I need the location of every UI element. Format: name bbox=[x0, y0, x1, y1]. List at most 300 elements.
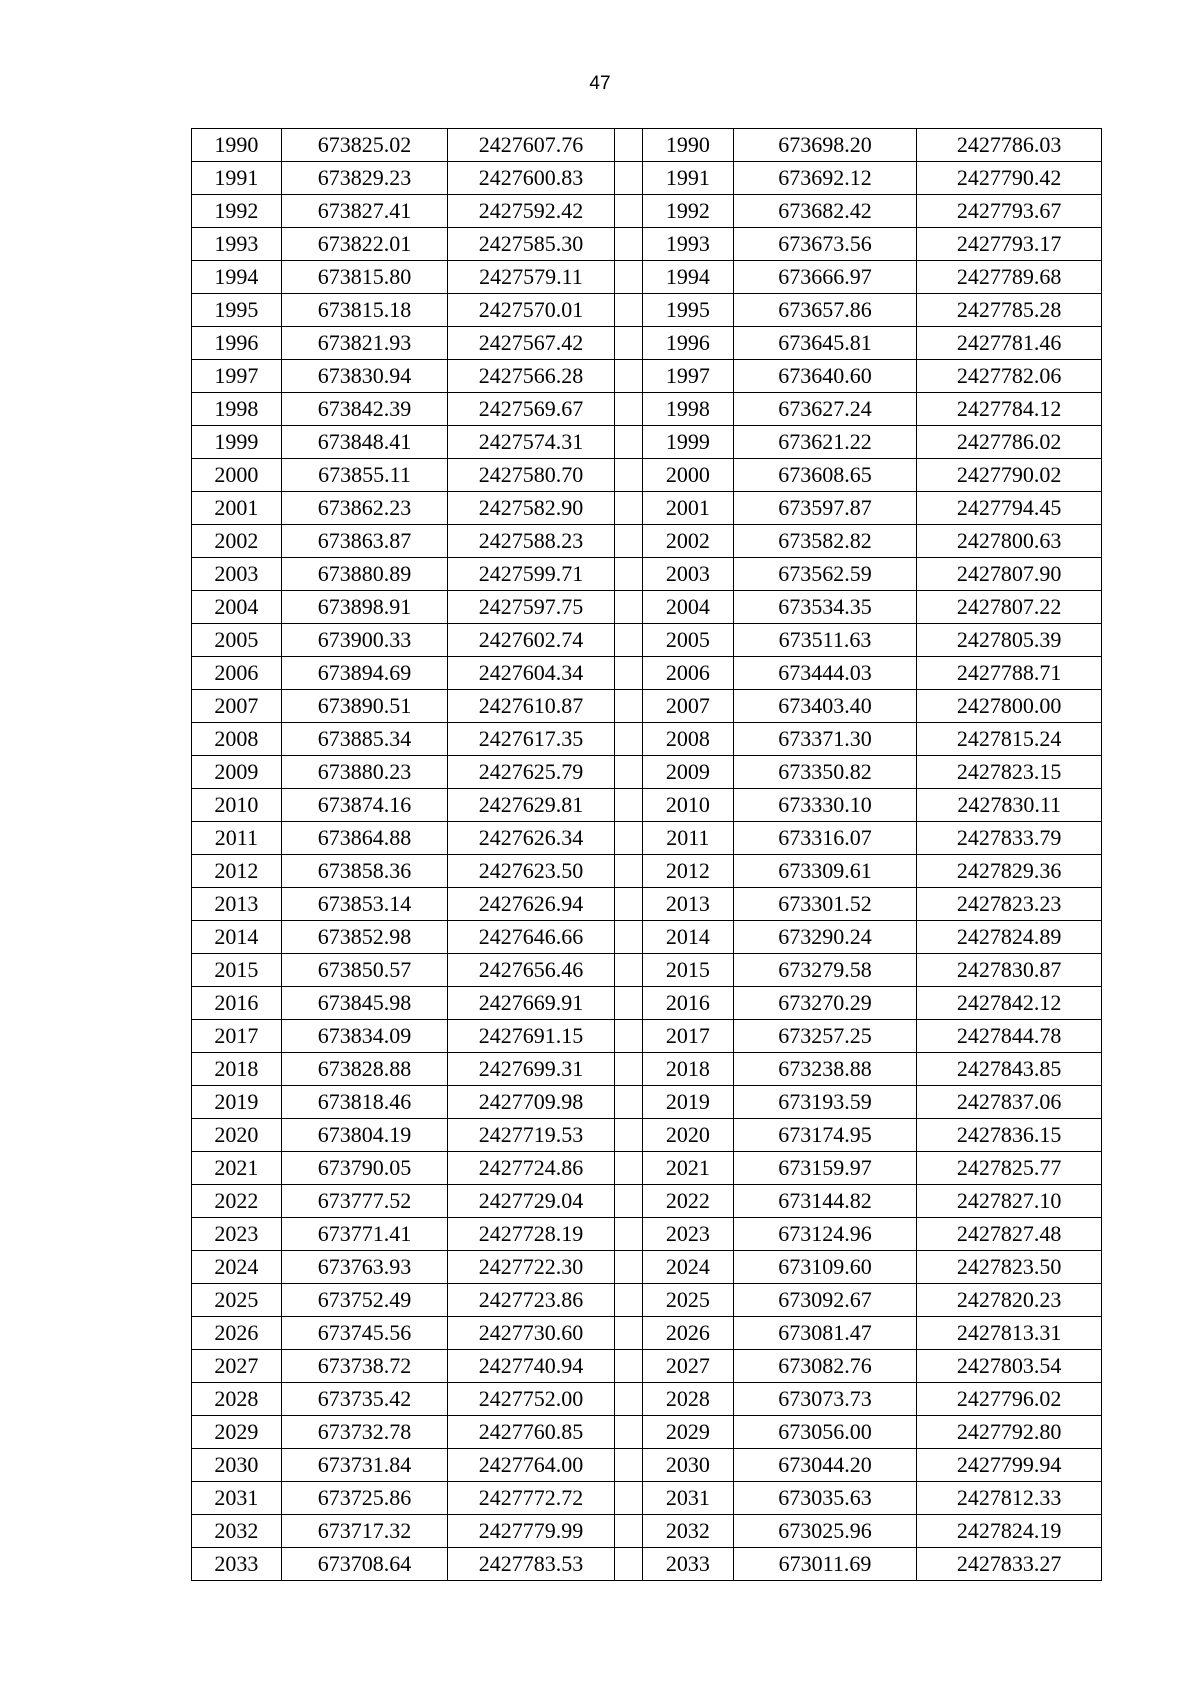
table-row bbox=[192, 294, 1102, 327]
left-x-coordinate-cell: 673827.41 bbox=[281, 195, 447, 228]
left-x-coordinate-cell: 673717.32 bbox=[281, 1515, 447, 1548]
left-point-id-cell: 1993 bbox=[192, 228, 282, 261]
right-y-coordinate-cell: 2427793.17 bbox=[917, 228, 1102, 261]
left-point-id-cell: 1996 bbox=[192, 327, 282, 360]
left-y-coordinate-cell: 2427623.50 bbox=[448, 855, 614, 888]
left-x-coordinate-cell: 673790.05 bbox=[281, 1152, 447, 1185]
left-point-id-cell: 1997 bbox=[192, 360, 282, 393]
right-point-id-cell: 2000 bbox=[642, 459, 733, 492]
right-y-coordinate-cell: 2427790.02 bbox=[917, 459, 1102, 492]
right-x-coordinate-cell: 673081.47 bbox=[733, 1317, 917, 1350]
left-point-id-cell: 2019 bbox=[192, 1086, 282, 1119]
left-point-id-cell: 2013 bbox=[192, 888, 282, 921]
left-point-id-cell: 2031 bbox=[192, 1482, 282, 1515]
right-point-id-cell: 1997 bbox=[642, 360, 733, 393]
spacer-cell bbox=[614, 1482, 642, 1515]
coordinate-table-body bbox=[192, 129, 1102, 1581]
left-x-coordinate-cell: 673815.18 bbox=[281, 294, 447, 327]
table-row bbox=[192, 756, 1102, 789]
table-row bbox=[192, 1218, 1102, 1251]
right-x-coordinate-cell: 673682.42 bbox=[733, 195, 917, 228]
spacer-cell bbox=[614, 624, 642, 657]
left-y-coordinate-cell: 2427566.28 bbox=[448, 360, 614, 393]
table-row bbox=[192, 228, 1102, 261]
left-x-coordinate-cell: 673745.56 bbox=[281, 1317, 447, 1350]
left-point-id-cell: 1991 bbox=[192, 162, 282, 195]
right-x-coordinate-cell: 673330.10 bbox=[733, 789, 917, 822]
spacer-cell bbox=[614, 888, 642, 921]
right-x-coordinate-cell: 673666.97 bbox=[733, 261, 917, 294]
spacer-cell bbox=[614, 723, 642, 756]
right-point-id-cell: 2018 bbox=[642, 1053, 733, 1086]
table-row bbox=[192, 492, 1102, 525]
right-y-coordinate-cell: 2427807.90 bbox=[917, 558, 1102, 591]
table-row bbox=[192, 657, 1102, 690]
left-point-id-cell: 2010 bbox=[192, 789, 282, 822]
left-x-coordinate-cell: 673732.78 bbox=[281, 1416, 447, 1449]
left-y-coordinate-cell: 2427626.34 bbox=[448, 822, 614, 855]
left-x-coordinate-cell: 673731.84 bbox=[281, 1449, 447, 1482]
right-x-coordinate-cell: 673673.56 bbox=[733, 228, 917, 261]
left-point-id-cell: 2007 bbox=[192, 690, 282, 723]
spacer-cell bbox=[614, 1350, 642, 1383]
spacer-cell bbox=[614, 1152, 642, 1185]
table-row bbox=[192, 690, 1102, 723]
left-point-id-cell: 2012 bbox=[192, 855, 282, 888]
left-x-coordinate-cell: 673830.94 bbox=[281, 360, 447, 393]
right-x-coordinate-cell: 673109.60 bbox=[733, 1251, 917, 1284]
right-point-id-cell: 2015 bbox=[642, 954, 733, 987]
left-x-coordinate-cell: 673825.02 bbox=[281, 129, 447, 162]
left-point-id-cell: 2027 bbox=[192, 1350, 282, 1383]
right-x-coordinate-cell: 673025.96 bbox=[733, 1515, 917, 1548]
table-row bbox=[192, 1482, 1102, 1515]
right-y-coordinate-cell: 2427815.24 bbox=[917, 723, 1102, 756]
right-point-id-cell: 1999 bbox=[642, 426, 733, 459]
left-y-coordinate-cell: 2427626.94 bbox=[448, 888, 614, 921]
right-point-id-cell: 2009 bbox=[642, 756, 733, 789]
left-y-coordinate-cell: 2427699.31 bbox=[448, 1053, 614, 1086]
right-x-coordinate-cell: 673657.86 bbox=[733, 294, 917, 327]
right-x-coordinate-cell: 673597.87 bbox=[733, 492, 917, 525]
left-x-coordinate-cell: 673853.14 bbox=[281, 888, 447, 921]
right-x-coordinate-cell: 673011.69 bbox=[733, 1548, 917, 1581]
spacer-cell bbox=[614, 1515, 642, 1548]
right-point-id-cell: 2011 bbox=[642, 822, 733, 855]
left-x-coordinate-cell: 673738.72 bbox=[281, 1350, 447, 1383]
left-x-coordinate-cell: 673850.57 bbox=[281, 954, 447, 987]
right-y-coordinate-cell: 2427820.23 bbox=[917, 1284, 1102, 1317]
spacer-cell bbox=[614, 1416, 642, 1449]
left-y-coordinate-cell: 2427625.79 bbox=[448, 756, 614, 789]
table-row bbox=[192, 624, 1102, 657]
right-point-id-cell: 1994 bbox=[642, 261, 733, 294]
left-x-coordinate-cell: 673855.11 bbox=[281, 459, 447, 492]
right-point-id-cell: 2025 bbox=[642, 1284, 733, 1317]
left-y-coordinate-cell: 2427724.86 bbox=[448, 1152, 614, 1185]
left-point-id-cell: 2017 bbox=[192, 1020, 282, 1053]
right-point-id-cell: 2014 bbox=[642, 921, 733, 954]
table-row bbox=[192, 1185, 1102, 1218]
left-x-coordinate-cell: 673818.46 bbox=[281, 1086, 447, 1119]
right-x-coordinate-cell: 673309.61 bbox=[733, 855, 917, 888]
left-y-coordinate-cell: 2427604.34 bbox=[448, 657, 614, 690]
spacer-cell bbox=[614, 591, 642, 624]
spacer-cell bbox=[614, 1053, 642, 1086]
table-row bbox=[192, 1383, 1102, 1416]
right-y-coordinate-cell: 2427796.02 bbox=[917, 1383, 1102, 1416]
left-x-coordinate-cell: 673752.49 bbox=[281, 1284, 447, 1317]
table-row bbox=[192, 1119, 1102, 1152]
table-row bbox=[192, 525, 1102, 558]
spacer-cell bbox=[614, 558, 642, 591]
left-point-id-cell: 2025 bbox=[192, 1284, 282, 1317]
table-row bbox=[192, 888, 1102, 921]
right-y-coordinate-cell: 2427784.12 bbox=[917, 393, 1102, 426]
left-y-coordinate-cell: 2427772.72 bbox=[448, 1482, 614, 1515]
table-row bbox=[192, 195, 1102, 228]
left-y-coordinate-cell: 2427588.23 bbox=[448, 525, 614, 558]
spacer-cell bbox=[614, 954, 642, 987]
right-y-coordinate-cell: 2427794.45 bbox=[917, 492, 1102, 525]
right-point-id-cell: 1990 bbox=[642, 129, 733, 162]
table-row bbox=[192, 1350, 1102, 1383]
right-point-id-cell: 2019 bbox=[642, 1086, 733, 1119]
left-point-id-cell: 2000 bbox=[192, 459, 282, 492]
left-point-id-cell: 2006 bbox=[192, 657, 282, 690]
left-x-coordinate-cell: 673763.93 bbox=[281, 1251, 447, 1284]
left-point-id-cell: 2001 bbox=[192, 492, 282, 525]
right-x-coordinate-cell: 673174.95 bbox=[733, 1119, 917, 1152]
right-x-coordinate-cell: 673290.24 bbox=[733, 921, 917, 954]
right-point-id-cell: 1992 bbox=[642, 195, 733, 228]
right-point-id-cell: 2002 bbox=[642, 525, 733, 558]
right-point-id-cell: 2005 bbox=[642, 624, 733, 657]
right-point-id-cell: 2003 bbox=[642, 558, 733, 591]
left-point-id-cell: 2014 bbox=[192, 921, 282, 954]
right-point-id-cell: 2033 bbox=[642, 1548, 733, 1581]
left-y-coordinate-cell: 2427779.99 bbox=[448, 1515, 614, 1548]
spacer-cell bbox=[614, 1383, 642, 1416]
right-y-coordinate-cell: 2427833.27 bbox=[917, 1548, 1102, 1581]
left-y-coordinate-cell: 2427580.70 bbox=[448, 459, 614, 492]
right-point-id-cell: 2030 bbox=[642, 1449, 733, 1482]
right-y-coordinate-cell: 2427803.54 bbox=[917, 1350, 1102, 1383]
right-point-id-cell: 2007 bbox=[642, 690, 733, 723]
left-y-coordinate-cell: 2427646.66 bbox=[448, 921, 614, 954]
spacer-cell bbox=[614, 1284, 642, 1317]
table-row bbox=[192, 921, 1102, 954]
table-row bbox=[192, 360, 1102, 393]
right-y-coordinate-cell: 2427825.77 bbox=[917, 1152, 1102, 1185]
table-row bbox=[192, 591, 1102, 624]
left-y-coordinate-cell: 2427729.04 bbox=[448, 1185, 614, 1218]
left-y-coordinate-cell: 2427607.76 bbox=[448, 129, 614, 162]
left-y-coordinate-cell: 2427728.19 bbox=[448, 1218, 614, 1251]
left-point-id-cell: 2029 bbox=[192, 1416, 282, 1449]
spacer-cell bbox=[614, 1020, 642, 1053]
spacer-cell bbox=[614, 162, 642, 195]
left-point-id-cell: 2018 bbox=[192, 1053, 282, 1086]
left-y-coordinate-cell: 2427691.15 bbox=[448, 1020, 614, 1053]
right-y-coordinate-cell: 2427805.39 bbox=[917, 624, 1102, 657]
right-y-coordinate-cell: 2427836.15 bbox=[917, 1119, 1102, 1152]
right-x-coordinate-cell: 673270.29 bbox=[733, 987, 917, 1020]
right-x-coordinate-cell: 673621.22 bbox=[733, 426, 917, 459]
left-x-coordinate-cell: 673863.87 bbox=[281, 525, 447, 558]
left-y-coordinate-cell: 2427617.35 bbox=[448, 723, 614, 756]
spacer-cell bbox=[614, 261, 642, 294]
right-x-coordinate-cell: 673698.20 bbox=[733, 129, 917, 162]
table-row bbox=[192, 1416, 1102, 1449]
table-row bbox=[192, 393, 1102, 426]
right-y-coordinate-cell: 2427807.22 bbox=[917, 591, 1102, 624]
right-y-coordinate-cell: 2427827.10 bbox=[917, 1185, 1102, 1218]
right-point-id-cell: 2006 bbox=[642, 657, 733, 690]
right-y-coordinate-cell: 2427792.80 bbox=[917, 1416, 1102, 1449]
page-number: 47 bbox=[589, 73, 611, 94]
right-point-id-cell: 2022 bbox=[642, 1185, 733, 1218]
left-y-coordinate-cell: 2427723.86 bbox=[448, 1284, 614, 1317]
spacer-cell bbox=[614, 921, 642, 954]
left-y-coordinate-cell: 2427656.46 bbox=[448, 954, 614, 987]
left-y-coordinate-cell: 2427719.53 bbox=[448, 1119, 614, 1152]
left-point-id-cell: 2030 bbox=[192, 1449, 282, 1482]
right-point-id-cell: 1996 bbox=[642, 327, 733, 360]
right-x-coordinate-cell: 673238.88 bbox=[733, 1053, 917, 1086]
right-point-id-cell: 2017 bbox=[642, 1020, 733, 1053]
left-x-coordinate-cell: 673874.16 bbox=[281, 789, 447, 822]
left-x-coordinate-cell: 673735.42 bbox=[281, 1383, 447, 1416]
left-point-id-cell: 2009 bbox=[192, 756, 282, 789]
left-point-id-cell: 2002 bbox=[192, 525, 282, 558]
left-y-coordinate-cell: 2427574.31 bbox=[448, 426, 614, 459]
table-row bbox=[192, 1152, 1102, 1185]
table-row bbox=[192, 459, 1102, 492]
right-point-id-cell: 2008 bbox=[642, 723, 733, 756]
right-y-coordinate-cell: 2427823.15 bbox=[917, 756, 1102, 789]
spacer-cell bbox=[614, 1086, 642, 1119]
right-point-id-cell: 2021 bbox=[642, 1152, 733, 1185]
left-x-coordinate-cell: 673822.01 bbox=[281, 228, 447, 261]
left-point-id-cell: 2005 bbox=[192, 624, 282, 657]
left-point-id-cell: 1999 bbox=[192, 426, 282, 459]
table-row bbox=[192, 261, 1102, 294]
right-y-coordinate-cell: 2427793.67 bbox=[917, 195, 1102, 228]
spacer-cell bbox=[614, 360, 642, 393]
right-y-coordinate-cell: 2427824.89 bbox=[917, 921, 1102, 954]
right-y-coordinate-cell: 2427827.48 bbox=[917, 1218, 1102, 1251]
right-x-coordinate-cell: 673562.59 bbox=[733, 558, 917, 591]
left-x-coordinate-cell: 673815.80 bbox=[281, 261, 447, 294]
table-row bbox=[192, 1515, 1102, 1548]
left-point-id-cell: 2015 bbox=[192, 954, 282, 987]
left-y-coordinate-cell: 2427599.71 bbox=[448, 558, 614, 591]
right-x-coordinate-cell: 673257.25 bbox=[733, 1020, 917, 1053]
right-x-coordinate-cell: 673056.00 bbox=[733, 1416, 917, 1449]
table-row bbox=[192, 162, 1102, 195]
left-y-coordinate-cell: 2427752.00 bbox=[448, 1383, 614, 1416]
left-x-coordinate-cell: 673821.93 bbox=[281, 327, 447, 360]
right-y-coordinate-cell: 2427824.19 bbox=[917, 1515, 1102, 1548]
right-y-coordinate-cell: 2427823.50 bbox=[917, 1251, 1102, 1284]
right-point-id-cell: 2012 bbox=[642, 855, 733, 888]
right-x-coordinate-cell: 673092.67 bbox=[733, 1284, 917, 1317]
right-x-coordinate-cell: 673316.07 bbox=[733, 822, 917, 855]
right-x-coordinate-cell: 673627.24 bbox=[733, 393, 917, 426]
right-x-coordinate-cell: 673193.59 bbox=[733, 1086, 917, 1119]
left-y-coordinate-cell: 2427760.85 bbox=[448, 1416, 614, 1449]
right-y-coordinate-cell: 2427813.31 bbox=[917, 1317, 1102, 1350]
right-x-coordinate-cell: 673159.97 bbox=[733, 1152, 917, 1185]
left-point-id-cell: 2011 bbox=[192, 822, 282, 855]
table-row bbox=[192, 822, 1102, 855]
left-point-id-cell: 2003 bbox=[192, 558, 282, 591]
table-row bbox=[192, 987, 1102, 1020]
left-point-id-cell: 2024 bbox=[192, 1251, 282, 1284]
right-point-id-cell: 2031 bbox=[642, 1482, 733, 1515]
left-x-coordinate-cell: 673771.41 bbox=[281, 1218, 447, 1251]
right-y-coordinate-cell: 2427781.46 bbox=[917, 327, 1102, 360]
table-row bbox=[192, 1086, 1102, 1119]
spacer-cell bbox=[614, 525, 642, 558]
left-point-id-cell: 2020 bbox=[192, 1119, 282, 1152]
right-x-coordinate-cell: 673035.63 bbox=[733, 1482, 917, 1515]
left-x-coordinate-cell: 673804.19 bbox=[281, 1119, 447, 1152]
right-y-coordinate-cell: 2427842.12 bbox=[917, 987, 1102, 1020]
right-x-coordinate-cell: 673082.76 bbox=[733, 1350, 917, 1383]
table-row bbox=[192, 1548, 1102, 1581]
table-row bbox=[192, 1317, 1102, 1350]
spacer-cell bbox=[614, 327, 642, 360]
right-y-coordinate-cell: 2427837.06 bbox=[917, 1086, 1102, 1119]
left-y-coordinate-cell: 2427570.01 bbox=[448, 294, 614, 327]
left-x-coordinate-cell: 673852.98 bbox=[281, 921, 447, 954]
right-x-coordinate-cell: 673534.35 bbox=[733, 591, 917, 624]
left-point-id-cell: 2016 bbox=[192, 987, 282, 1020]
left-y-coordinate-cell: 2427592.42 bbox=[448, 195, 614, 228]
left-y-coordinate-cell: 2427764.00 bbox=[448, 1449, 614, 1482]
left-y-coordinate-cell: 2427582.90 bbox=[448, 492, 614, 525]
left-point-id-cell: 2021 bbox=[192, 1152, 282, 1185]
right-x-coordinate-cell: 673371.30 bbox=[733, 723, 917, 756]
table-row bbox=[192, 954, 1102, 987]
right-point-id-cell: 2004 bbox=[642, 591, 733, 624]
spacer-cell bbox=[614, 1218, 642, 1251]
left-x-coordinate-cell: 673885.34 bbox=[281, 723, 447, 756]
left-x-coordinate-cell: 673829.23 bbox=[281, 162, 447, 195]
left-y-coordinate-cell: 2427610.87 bbox=[448, 690, 614, 723]
left-point-id-cell: 1998 bbox=[192, 393, 282, 426]
spacer-cell bbox=[614, 657, 642, 690]
left-y-coordinate-cell: 2427722.30 bbox=[448, 1251, 614, 1284]
right-point-id-cell: 2029 bbox=[642, 1416, 733, 1449]
right-point-id-cell: 2026 bbox=[642, 1317, 733, 1350]
left-point-id-cell: 2022 bbox=[192, 1185, 282, 1218]
right-point-id-cell: 1995 bbox=[642, 294, 733, 327]
right-x-coordinate-cell: 673692.12 bbox=[733, 162, 917, 195]
left-point-id-cell: 2026 bbox=[192, 1317, 282, 1350]
left-x-coordinate-cell: 673848.41 bbox=[281, 426, 447, 459]
right-point-id-cell: 2013 bbox=[642, 888, 733, 921]
right-x-coordinate-cell: 673279.58 bbox=[733, 954, 917, 987]
left-y-coordinate-cell: 2427783.53 bbox=[448, 1548, 614, 1581]
left-y-coordinate-cell: 2427600.83 bbox=[448, 162, 614, 195]
right-y-coordinate-cell: 2427786.03 bbox=[917, 129, 1102, 162]
right-point-id-cell: 2028 bbox=[642, 1383, 733, 1416]
right-x-coordinate-cell: 673444.03 bbox=[733, 657, 917, 690]
right-y-coordinate-cell: 2427785.28 bbox=[917, 294, 1102, 327]
coordinate-table bbox=[191, 128, 1102, 1581]
spacer-cell bbox=[614, 756, 642, 789]
left-x-coordinate-cell: 673898.91 bbox=[281, 591, 447, 624]
right-y-coordinate-cell: 2427786.02 bbox=[917, 426, 1102, 459]
right-y-coordinate-cell: 2427823.23 bbox=[917, 888, 1102, 921]
right-point-id-cell: 2016 bbox=[642, 987, 733, 1020]
left-x-coordinate-cell: 673708.64 bbox=[281, 1548, 447, 1581]
spacer-cell bbox=[614, 393, 642, 426]
table-row bbox=[192, 1053, 1102, 1086]
right-x-coordinate-cell: 673403.40 bbox=[733, 690, 917, 723]
right-point-id-cell: 2020 bbox=[642, 1119, 733, 1152]
table-row bbox=[192, 558, 1102, 591]
right-point-id-cell: 1993 bbox=[642, 228, 733, 261]
spacer-cell bbox=[614, 492, 642, 525]
spacer-cell bbox=[614, 294, 642, 327]
table-row bbox=[192, 1251, 1102, 1284]
spacer-cell bbox=[614, 195, 642, 228]
left-x-coordinate-cell: 673858.36 bbox=[281, 855, 447, 888]
right-y-coordinate-cell: 2427844.78 bbox=[917, 1020, 1102, 1053]
table-row bbox=[192, 855, 1102, 888]
left-x-coordinate-cell: 673900.33 bbox=[281, 624, 447, 657]
right-y-coordinate-cell: 2427782.06 bbox=[917, 360, 1102, 393]
right-x-coordinate-cell: 673044.20 bbox=[733, 1449, 917, 1482]
right-y-coordinate-cell: 2427830.11 bbox=[917, 789, 1102, 822]
spacer-cell bbox=[614, 1548, 642, 1581]
spacer-cell bbox=[614, 459, 642, 492]
left-y-coordinate-cell: 2427569.67 bbox=[448, 393, 614, 426]
left-point-id-cell: 1995 bbox=[192, 294, 282, 327]
spacer-cell bbox=[614, 789, 642, 822]
left-x-coordinate-cell: 673880.23 bbox=[281, 756, 447, 789]
spacer-cell bbox=[614, 1449, 642, 1482]
left-point-id-cell: 2032 bbox=[192, 1515, 282, 1548]
left-point-id-cell: 2033 bbox=[192, 1548, 282, 1581]
right-y-coordinate-cell: 2427812.33 bbox=[917, 1482, 1102, 1515]
spacer-cell bbox=[614, 987, 642, 1020]
left-point-id-cell: 1994 bbox=[192, 261, 282, 294]
left-y-coordinate-cell: 2427669.91 bbox=[448, 987, 614, 1020]
left-x-coordinate-cell: 673862.23 bbox=[281, 492, 447, 525]
left-y-coordinate-cell: 2427579.11 bbox=[448, 261, 614, 294]
right-y-coordinate-cell: 2427830.87 bbox=[917, 954, 1102, 987]
right-y-coordinate-cell: 2427799.94 bbox=[917, 1449, 1102, 1482]
right-x-coordinate-cell: 673124.96 bbox=[733, 1218, 917, 1251]
table-row bbox=[192, 789, 1102, 822]
left-x-coordinate-cell: 673880.89 bbox=[281, 558, 447, 591]
left-y-coordinate-cell: 2427567.42 bbox=[448, 327, 614, 360]
table-row bbox=[192, 1020, 1102, 1053]
spacer-cell bbox=[614, 129, 642, 162]
right-point-id-cell: 2027 bbox=[642, 1350, 733, 1383]
right-x-coordinate-cell: 673511.63 bbox=[733, 624, 917, 657]
right-x-coordinate-cell: 673301.52 bbox=[733, 888, 917, 921]
left-x-coordinate-cell: 673845.98 bbox=[281, 987, 447, 1020]
left-y-coordinate-cell: 2427602.74 bbox=[448, 624, 614, 657]
spacer-cell bbox=[614, 1317, 642, 1350]
left-y-coordinate-cell: 2427740.94 bbox=[448, 1350, 614, 1383]
